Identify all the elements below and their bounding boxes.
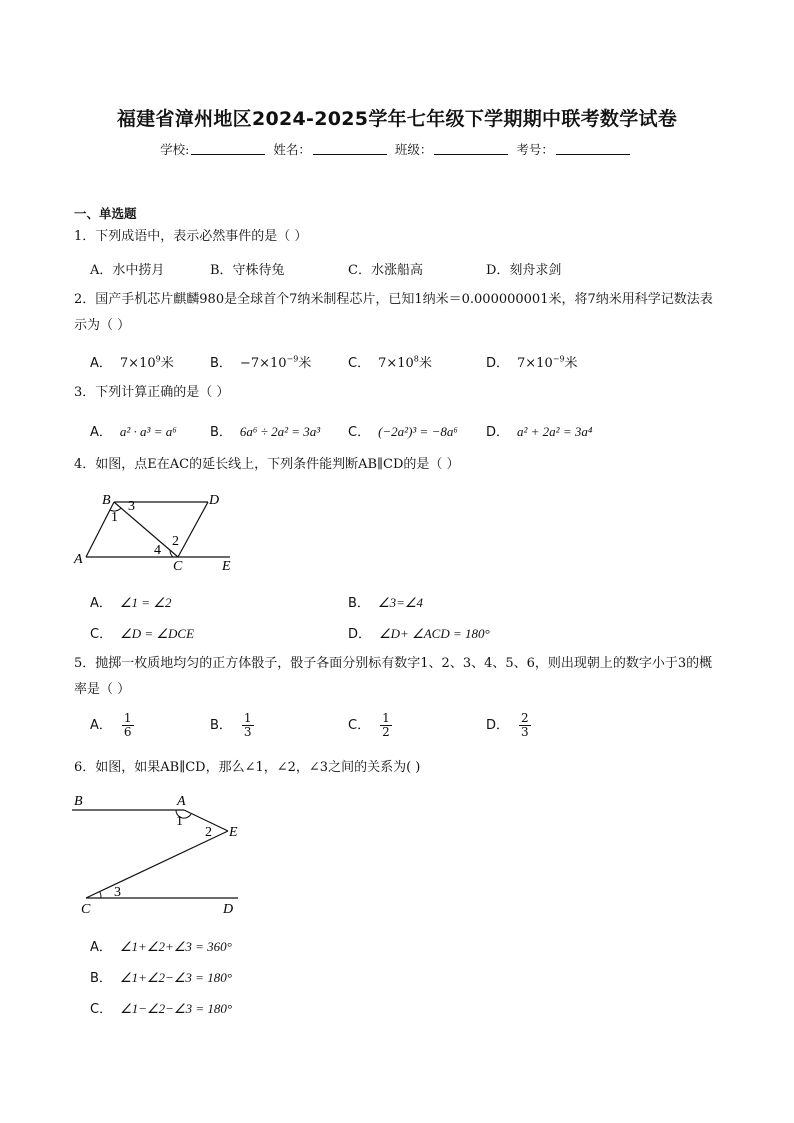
q6-label-a: A (177, 794, 186, 809)
question-6-option-row-b (90, 967, 730, 989)
q5-d-den: 3 (521, 725, 529, 739)
q4-d-label: D． (348, 627, 372, 642)
question-2-options (90, 352, 730, 374)
q5-a-den: 6 (123, 725, 132, 739)
q4-line-ab (86, 502, 114, 557)
q2-b-exp: −9 (286, 354, 299, 364)
q4-d-expr: ∠D+ ∠ACD = 180° (379, 626, 490, 641)
q4-angle-2: 2 (172, 534, 179, 549)
q2-a-label: A． (90, 356, 112, 371)
q5-c-den: 2 (382, 725, 390, 739)
q4-a-expr: ∠1 = ∠2 (119, 595, 172, 610)
q5-b-label: B． (210, 718, 232, 733)
q6-label-b: B (74, 794, 83, 809)
question-5-stem: 5．抛掷一枚质地均匀的正方体骰子，骰子各面分别标有数字1、2、3、4、5、6，则出现朝上的数字小于3的概率是（ ） (74, 656, 713, 697)
q5-option-b[interactable] (210, 712, 254, 739)
q3-option-c[interactable] (348, 421, 458, 440)
q3-d-label: D． (486, 425, 510, 440)
q4-c-expr: ∠D = ∠DCE (120, 626, 195, 641)
q5-d-fraction (519, 712, 531, 739)
q2-d-base: 7×10 (517, 356, 553, 371)
q5-option-c[interactable] (348, 712, 392, 739)
q4-label-d: D (209, 493, 220, 508)
q4-option-b[interactable] (348, 592, 423, 611)
q4-label-b: B (102, 493, 111, 508)
q6-line-ec (86, 831, 228, 898)
q3-a-expr: a² · a³ = a⁶ (119, 424, 177, 439)
q6-b-expr: ∠1+∠2−∠3 = 180° (119, 970, 232, 985)
q6-a-label: A． (90, 940, 112, 955)
question-6-stem: 6．如图，如果AB∥CD，那么∠1，∠2，∠3之间的关系为( ) (74, 760, 421, 775)
q3-a-label: A． (90, 425, 112, 440)
school-label: 学校: (160, 142, 190, 157)
q5-b-den: 3 (243, 725, 252, 739)
q4-b-label: B． (348, 596, 370, 611)
q6-angle-2: 2 (205, 825, 212, 840)
question-4-options-row1 (90, 592, 730, 614)
class-blank[interactable] (434, 142, 508, 155)
q2-c-label: C． (348, 356, 371, 371)
q4-label-c: C (173, 559, 183, 574)
q4-option-a[interactable] (90, 592, 172, 611)
question-6-option-row-a (90, 936, 730, 958)
q6-angle-1: 1 (176, 814, 183, 829)
question-6-option-row-c (90, 998, 730, 1020)
q6-angle-3: 3 (114, 885, 121, 900)
q3-c-expr: (−2a²)³ = −8a⁶ (378, 424, 458, 439)
q2-d-exp: −9 (552, 354, 565, 364)
q5-b-fraction (242, 712, 254, 739)
q2-a-exp: 9 (155, 354, 161, 364)
q4-b-expr: ∠3=∠4 (377, 595, 424, 610)
q4-label-e: E (222, 559, 231, 574)
q3-option-d[interactable] (486, 421, 592, 440)
q4-angle-3: 3 (128, 499, 135, 514)
q5-b-num: 1 (243, 711, 252, 725)
q2-d-label: D． (486, 356, 510, 371)
q4-angle-4: 4 (154, 543, 161, 558)
q5-c-num: 1 (382, 711, 390, 725)
q6-figure (70, 790, 250, 920)
q6-option-b[interactable] (90, 967, 232, 986)
section-title: 一、单选题 (74, 206, 137, 221)
q2-c-unit: 米 (418, 356, 432, 371)
q2-a-unit: 米 (160, 356, 174, 371)
q2-option-b[interactable] (210, 352, 311, 371)
q4-c-label: C． (90, 627, 113, 642)
q5-a-label: A． (90, 718, 112, 733)
q3-d-expr: a² + 2a² = 3a⁴ (517, 424, 593, 439)
question-4-options-row2 (90, 623, 730, 645)
q4-option-d[interactable] (348, 623, 490, 642)
name-blank[interactable] (313, 142, 387, 155)
q5-d-num: 2 (521, 711, 529, 725)
q5-a-fraction (122, 712, 134, 739)
q2-b-base: −7×10 (239, 356, 287, 371)
q6-a-expr: ∠1+∠2+∠3 = 360° (119, 939, 232, 954)
q2-option-c[interactable] (348, 352, 432, 371)
q3-c-label: C． (348, 425, 371, 440)
q3-option-a[interactable] (90, 421, 177, 440)
q2-b-unit: 米 (298, 356, 312, 371)
q6-label-c: C (81, 902, 91, 917)
q2-option-d[interactable] (486, 352, 578, 371)
q2-option-a[interactable] (90, 352, 174, 371)
question-5-options (90, 712, 730, 746)
q3-b-expr: 6a⁶ ÷ 2a² = 3a³ (239, 424, 321, 439)
q6-label-e: E (229, 825, 238, 840)
q2-c-base: 7×10 (378, 356, 414, 371)
q4-a-label: A． (90, 596, 112, 611)
school-blank[interactable] (191, 142, 265, 155)
q1-option-c[interactable]: C．水涨船高 (348, 263, 423, 278)
q5-c-fraction (380, 712, 392, 739)
student-info-line (0, 140, 794, 158)
q6-c-label: C． (90, 1002, 113, 1017)
q6-angle-arc-c (100, 892, 101, 898)
exam-no-blank[interactable] (556, 142, 630, 155)
q6-c-expr: ∠1−∠2−∠3 = 180° (120, 1001, 233, 1016)
q4-option-c[interactable] (90, 623, 194, 642)
q4-angle-1: 1 (111, 510, 118, 525)
question-3-stem: 3．下列计算正确的是（ ） (74, 385, 230, 400)
q5-a-num: 1 (123, 711, 132, 725)
page-title: 福建省漳州地区2024-2025学年七年级下学期期中联考数学试卷 (116, 108, 678, 130)
question-1-stem: 1．下列成语中，表示必然事件的是（ ） (74, 229, 308, 244)
q4-figure (72, 488, 242, 574)
q1-option-d[interactable]: D．刻舟求剑 (486, 263, 562, 278)
q6-option-c[interactable] (90, 998, 232, 1017)
question-4-stem: 4．如图，点E在AC的延长线上，下列条件能判断AB∥CD的是（ ） (74, 457, 460, 472)
question-3-options (90, 421, 730, 443)
q1-option-a[interactable]: A．水中捞月 (90, 263, 165, 278)
q4-label-a: A (74, 552, 83, 567)
q6-option-a[interactable] (90, 936, 232, 955)
q4-line-dc (178, 502, 208, 557)
q2-c-exp: 8 (413, 354, 419, 364)
q5-option-d[interactable] (486, 712, 531, 739)
q6-label-d: D (223, 902, 234, 917)
q2-d-unit: 米 (564, 356, 578, 371)
q3-b-label: B． (210, 425, 232, 440)
q2-a-base: 7×10 (119, 356, 156, 371)
question-1-options (90, 259, 730, 281)
question-2-stem: 2．国产手机芯片麒麟980是全球首个7纳米制程芯片，已知1纳米＝0.000000001米，将7纳米用科学记数法表示为（ ） (74, 292, 713, 333)
class-label: 班级： (394, 142, 433, 157)
q5-c-label: C． (348, 718, 371, 733)
exam-no-label: 考号： (516, 142, 554, 157)
q5-option-a[interactable] (90, 712, 134, 739)
q6-b-label: B． (90, 971, 112, 986)
q1-option-b[interactable]: B．守株待兔 (210, 263, 285, 278)
q3-option-b[interactable] (210, 421, 320, 440)
q4-line-bc (114, 502, 178, 557)
q2-b-label: B． (210, 356, 232, 371)
name-label: 姓名： (273, 142, 311, 157)
q5-d-label: D． (486, 718, 510, 733)
